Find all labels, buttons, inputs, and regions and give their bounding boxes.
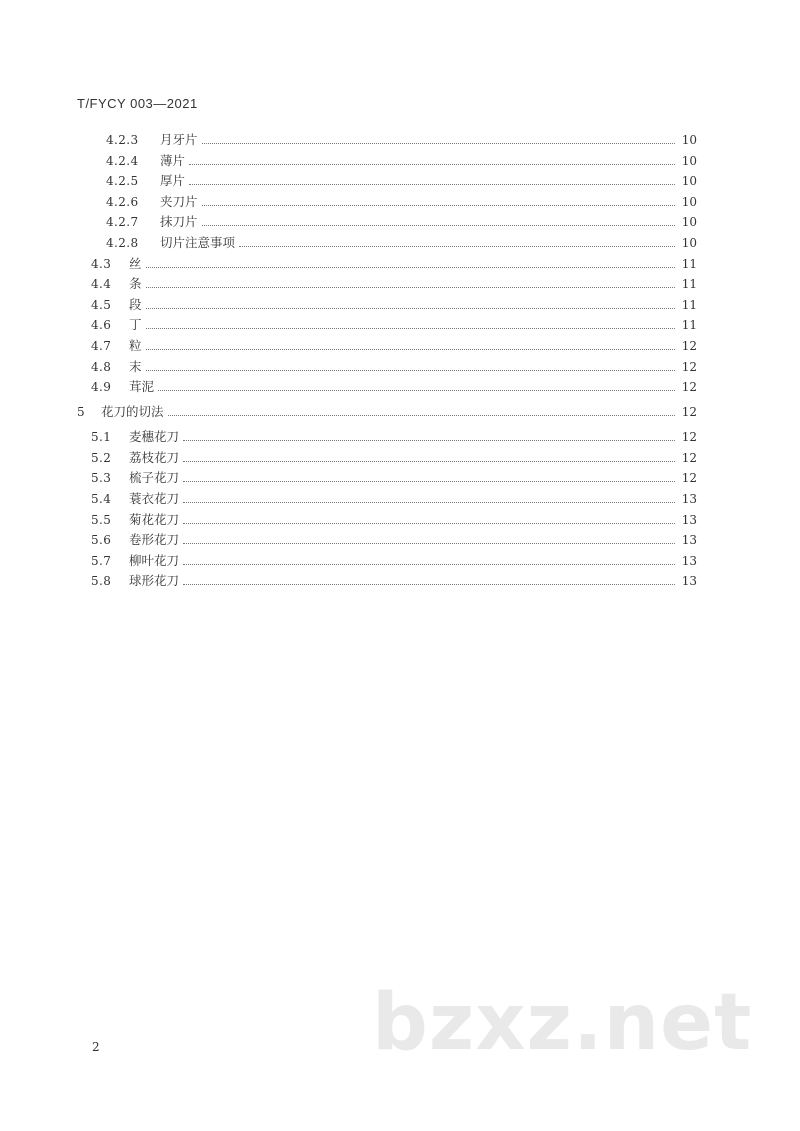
toc-entry-number: 4.3: [91, 256, 112, 271]
toc-entry-page: 12: [681, 405, 697, 420]
toc-entry-page: 12: [681, 339, 697, 353]
toc-entry[interactable]: [91, 466, 697, 486]
toc-entry[interactable]: [106, 169, 697, 189]
toc-entry-page: 12: [681, 359, 697, 374]
toc-entry[interactable]: [91, 569, 697, 589]
toc-entry-page: 10: [681, 236, 697, 250]
toc-entry-title: 末: [129, 358, 142, 374]
toc-leader-dots: [202, 142, 675, 144]
page-number: 2: [92, 1040, 100, 1054]
toc-entry-page: 12: [681, 380, 697, 395]
toc-entry-title: 卷形花刀: [129, 532, 180, 548]
toc-entry[interactable]: [106, 231, 697, 251]
toc-entry-page: 11: [681, 297, 697, 312]
toc-entry-number: 4.7: [91, 339, 112, 353]
toc-entry-page: 10: [681, 153, 697, 168]
toc-entry[interactable]: [106, 149, 697, 169]
toc-leader-dots: [158, 389, 675, 391]
toc-leader-dots: [183, 460, 675, 462]
toc-leader-dots: [183, 439, 675, 441]
toc-entry-page: 13: [681, 512, 697, 527]
toc-leader-dots: [146, 348, 675, 350]
toc-entry-number: 5.1: [91, 430, 112, 445]
toc-entry-title: 切片注意事项: [160, 235, 236, 250]
toc-entry-number: 4.2.5: [106, 174, 139, 189]
toc-entry[interactable]: [91, 425, 697, 445]
document-code: T/FYCY 003—2021: [77, 96, 198, 111]
toc-entry[interactable]: [91, 549, 697, 569]
toc-entry-page: 11: [681, 318, 697, 333]
toc-entry-title: 花刀的切法: [101, 404, 164, 420]
toc-entry-title: 丝: [129, 255, 142, 271]
toc-entry-title: 夹刀片: [160, 193, 198, 209]
toc-entry[interactable]: [91, 528, 697, 548]
toc-entry[interactable]: [106, 210, 697, 230]
toc-entry-number: 4.2.4: [106, 153, 139, 168]
toc-entry-title: 条: [129, 276, 142, 292]
toc-entry-title: 抹刀片: [160, 214, 198, 230]
toc-entry[interactable]: [91, 313, 697, 333]
toc-entry[interactable]: [91, 355, 697, 375]
toc-entry-page: 13: [681, 533, 697, 548]
toc-entry-number: 4.2.8: [106, 236, 139, 250]
toc-entry-number: 5.4: [91, 492, 112, 506]
toc-entry-title: 段: [129, 296, 142, 312]
toc-leader-dots: [146, 307, 675, 309]
toc-entry[interactable]: [106, 128, 697, 148]
toc-leader-dots: [183, 522, 675, 524]
toc-entry-number: 5.7: [91, 553, 112, 568]
toc-entry-title: 麦穗花刀: [129, 429, 180, 445]
toc-entry-number: 4.2.7: [106, 215, 139, 230]
toc-leader-dots: [239, 245, 675, 247]
toc-entry-title: 蓑衣花刀: [129, 491, 180, 506]
toc-entry-number: 4.9: [91, 380, 112, 395]
toc-entry-number: 4.6: [91, 318, 112, 333]
toc-entry-page: 10: [681, 174, 697, 189]
toc-leader-dots: [146, 286, 675, 288]
toc-entry-title: 薄片: [160, 152, 186, 168]
toc-entry-number: 5.2: [91, 450, 112, 465]
toc-entry-title: 茸泥: [129, 379, 155, 395]
toc-entry-number: 5.6: [91, 533, 112, 548]
toc-entry[interactable]: [106, 190, 697, 210]
toc-entry-number: 4.4: [91, 277, 112, 292]
toc-entry[interactable]: [91, 487, 697, 507]
toc-leader-dots: [189, 163, 675, 165]
toc-leader-dots: [183, 563, 675, 565]
toc-entry-number: 5.5: [91, 512, 112, 527]
toc-entry-page: 11: [681, 277, 697, 292]
toc-entry-page: 10: [681, 194, 697, 209]
toc-leader-dots: [146, 369, 675, 371]
toc-leader-dots: [183, 501, 675, 503]
toc-leader-dots: [202, 224, 675, 226]
toc-entry-number: 5.8: [91, 574, 112, 589]
toc-entry-title: 柳叶花刀: [129, 552, 180, 568]
toc-entry-page: 11: [681, 256, 697, 271]
toc-entry-title: 月牙片: [160, 132, 198, 147]
toc-entry-page: 12: [681, 450, 697, 465]
toc-entry[interactable]: [91, 293, 697, 313]
toc-leader-dots: [146, 266, 675, 268]
toc-entry[interactable]: [91, 375, 697, 395]
toc-entry-number: 5: [77, 405, 86, 420]
toc-entry[interactable]: [91, 272, 697, 292]
toc-entry-page: 12: [681, 471, 697, 486]
toc-entry[interactable]: [91, 508, 697, 528]
toc-entry-number: 4.2.3: [106, 133, 139, 147]
toc-entry[interactable]: [91, 446, 697, 466]
toc-leader-dots: [168, 414, 675, 416]
toc-entry-page: 13: [681, 553, 697, 568]
toc-entry[interactable]: [91, 252, 697, 272]
toc-entry-page: 10: [681, 133, 697, 147]
toc-entry-title: 荔枝花刀: [129, 449, 180, 465]
toc-leader-dots: [183, 480, 675, 482]
toc-entry-number: 4.8: [91, 359, 112, 374]
toc-entry[interactable]: [91, 334, 697, 354]
toc-entry-title: 球形花刀: [129, 573, 180, 589]
toc-leader-dots: [189, 183, 675, 185]
toc-entry-page: 12: [681, 430, 697, 445]
toc-entry-number: 5.3: [91, 471, 112, 486]
toc-entry-title: 梳子花刀: [129, 470, 180, 486]
toc-leader-dots: [202, 204, 675, 206]
toc-entry-title: 菊花花刀: [129, 511, 180, 527]
toc-leader-dots: [183, 583, 675, 585]
toc-entry-title: 粒: [129, 338, 142, 353]
watermark: bzxz.net: [372, 978, 753, 1068]
toc-entry-title: 厚片: [160, 173, 186, 189]
toc-leader-dots: [183, 542, 675, 544]
toc-entry-page: 13: [681, 492, 697, 506]
toc-entry-title: 丁: [129, 317, 142, 333]
toc-entry[interactable]: [77, 400, 697, 420]
toc-leader-dots: [146, 327, 675, 329]
toc-entry-page: 10: [681, 215, 697, 230]
toc-entry-number: 4.2.6: [106, 194, 139, 209]
toc-entry-number: 4.5: [91, 297, 112, 312]
toc-entry-page: 13: [681, 574, 697, 589]
